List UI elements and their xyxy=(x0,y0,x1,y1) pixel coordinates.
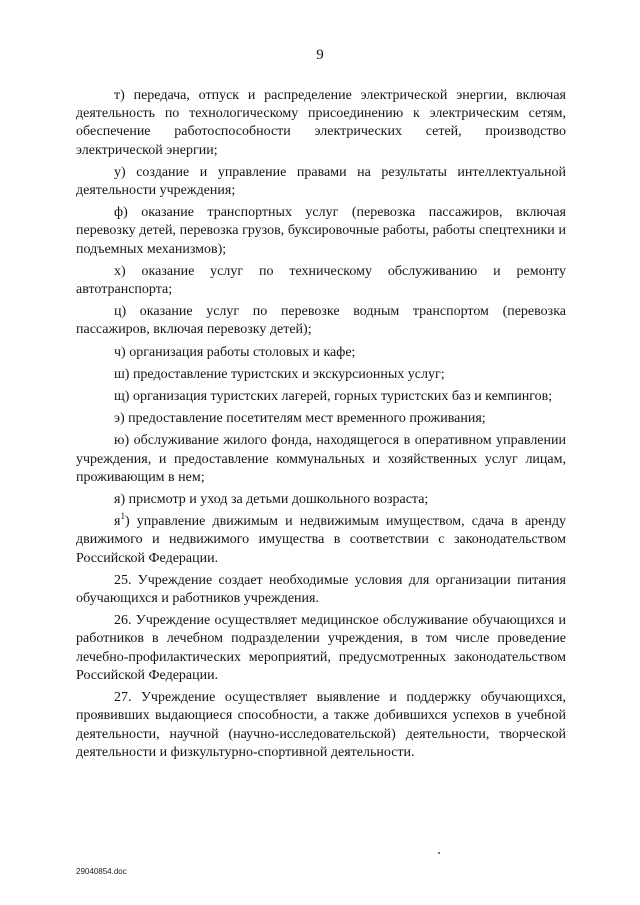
list-item-ch: ч) организация работы столовых и кафе; xyxy=(114,344,356,360)
list-item-shch: щ) организация туристских лагерей, горных туристских баз и кемпингов; xyxy=(114,389,553,405)
page-number: 9 xyxy=(316,47,324,63)
item-ya1-text: ) управление движимым и недвижимым имуществом, сдача в аренду движимого и недвижимого имущества в соответствии с законодательством Российской Федерации. xyxy=(76,514,566,566)
paragraph-27: 27. Учреждение осуществляет выявление и поддержку обучающихся, проявивших выдающиеся способности, а также добившихся успехов в учебной деятельности, научной (научно-исследовательской) деятельности, творческой деятельности и физкультурно-спортивной деятельности. xyxy=(76,690,566,760)
paragraph-25: 25. Учреждение создает необходимые условия для организации питания обучающихся и работников учреждения. xyxy=(76,572,566,607)
list-item-ts: ц) оказание услуг по перевозке водным транспортом (перевозка пассажиров, включая перевозку детей); xyxy=(76,304,566,338)
list-item-sh: ш) предоставление туристских и экскурсионных услуг; xyxy=(114,366,445,382)
list-item-yu: ю) обслуживание жилого фонда, находящегося в оперативном управлении учреждения, и предоставление коммунальных и хозяйственных услуг лицам, проживающим в нем; xyxy=(76,433,566,485)
list-item-ya1 xyxy=(76,513,566,568)
item-ya1-prefix: я xyxy=(114,514,121,530)
footer-filename: 29040854.doc xyxy=(76,867,127,876)
list-item-e: э) предоставление посетителям мест временного проживания; xyxy=(114,411,486,427)
scan-speck xyxy=(438,852,440,854)
list-item-t: т) передача, отпуск и распределение электрической энергии, включая деятельность по технологическому присоединению к электрическим сетям, обеспечение работоспособности электрических сетей, производство электрической энергии; xyxy=(76,88,566,158)
list-item-u: у) создание и управление правами на результаты интеллектуальной деятельности учреждения; xyxy=(76,164,566,199)
item-ya1-superscript: 1 xyxy=(120,511,125,522)
list-item-ya: я) присмотр и уход за детьми дошкольного возраста; xyxy=(114,492,429,508)
document-body xyxy=(76,87,566,762)
list-item-kh: х) оказание услуг по техническому обслуживанию и ремонту автотранспорта; xyxy=(76,263,566,298)
list-item-f: ф) оказание транспортных услуг (перевозка пассажиров, включая перевозку детей, перевозка грузов, буксировочные работы, работы спецтехники и подъемных механизмов); xyxy=(76,205,566,257)
paragraph-26: 26. Учреждение осуществляет медицинское обслуживание обучающихся и работников в лечебном подразделении учреждения, в том числе проведение лечебно-профилактических мероприятий, предусмотренных законодательством Российской Федерации. xyxy=(76,613,566,683)
